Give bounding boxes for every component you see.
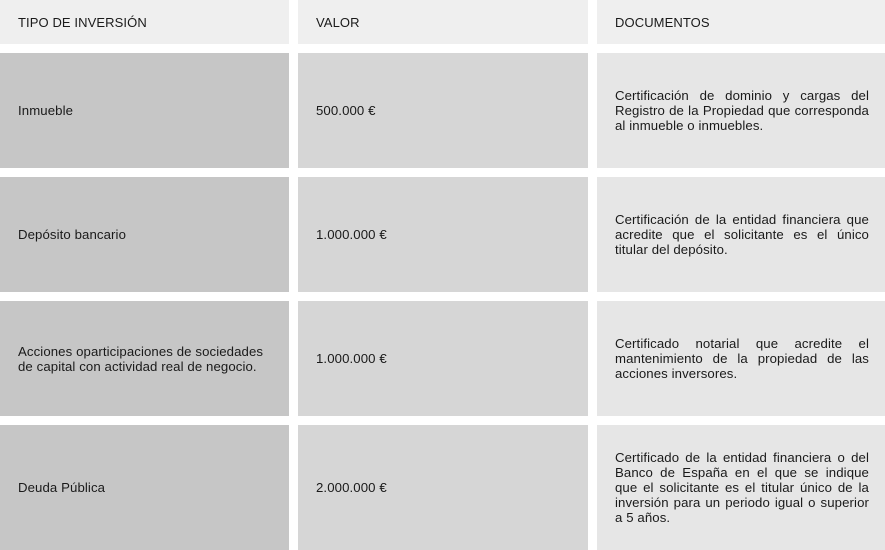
header-valor-label: VALOR [316, 14, 360, 30]
row-2-documentos [597, 177, 885, 292]
cell-text: Acciones oparticipaciones de sociedades de capital con actividad real de negocio. [18, 343, 264, 374]
row-3-tipo [0, 301, 289, 416]
cell-text: Certificado de la entidad financiera o del Banco de España en el que se indique que el solicitante es el titular único de la inversión para un periodo igual o superior a 5 años. [615, 450, 869, 525]
header-documentos-label: DOCUMENTOS [615, 14, 710, 30]
cell-text: Deuda Pública [18, 480, 106, 495]
cell-text: Certificación de la entidad financiera que acredite que el solicitante es el único titular del depósito. [615, 212, 869, 257]
row-1-documentos [597, 53, 885, 168]
header-valor [298, 0, 588, 44]
header-documentos [597, 0, 885, 44]
row-1-valor [298, 53, 588, 168]
cell-text: Depósito bancario [18, 227, 126, 242]
cell-text: Inmueble [18, 103, 74, 118]
cell-text: Certificado notarial que acredite el mantenimiento de la propiedad de las acciones inversores. [615, 336, 869, 381]
row-3-valor [298, 301, 588, 416]
row-1-tipo [0, 53, 289, 168]
row-4-valor [298, 425, 588, 550]
row-4-tipo [0, 425, 289, 550]
cell-text: Certificación de dominio y cargas del Registro de la Propiedad que corresponda al inmueble o inmuebles. [615, 88, 869, 133]
cell-text: 2.000.000 € [316, 480, 387, 495]
header-tipo-label: TIPO DE INVERSIÓN [18, 14, 147, 30]
row-2-tipo [0, 177, 289, 292]
cell-text: 500.000 € [316, 103, 376, 118]
row-2-valor [298, 177, 588, 292]
row-3-documentos [597, 301, 885, 416]
row-4-documentos [597, 425, 885, 550]
cell-text: 1.000.000 € [316, 351, 387, 366]
header-tipo [0, 0, 289, 44]
cell-text: 1.000.000 € [316, 227, 387, 242]
